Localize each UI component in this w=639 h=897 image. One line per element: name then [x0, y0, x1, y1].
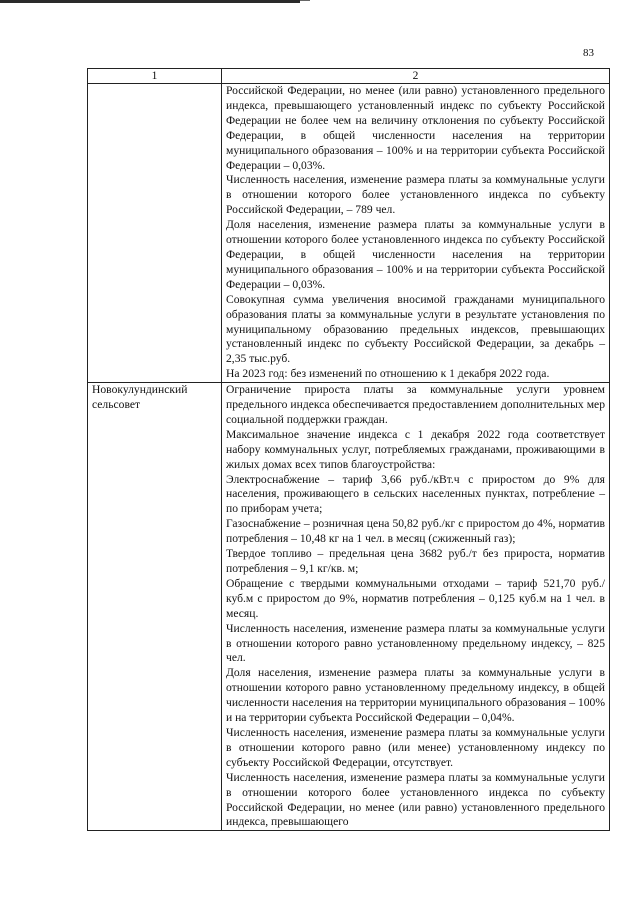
column-header-2: 2: [222, 69, 610, 84]
paragraph: Численность населения, изменение размера платы за коммунальные услуги в отношении которого более установленного индекса по субъекту Российской Федерации, – 789 чел.: [226, 173, 605, 217]
paragraph: Газоснабжение – розничная цена 50,82 руб./кг с приростом до 4%, норматив потребления – 10,48 кг на 1 чел. в месяц (сжиженный газ);: [226, 517, 605, 546]
paragraph: Доля населения, изменение размера платы за коммунальные услуги в отношении которого равно установленному предельному индексу, в общей численности населения на территории муниципального образования – 100% и на территории субъекта Российской Федерации – 0,04%.: [226, 666, 605, 725]
paragraph: Российской Федерации, но менее (или равно) установленного предельного индекса, превышающего установленный индекс по субъекту Российской Федерации не более чем на величину отклонения по субъекту Российской Федерации, в общей численности населения на территории муниципального образования – 100% и на территории субъекта Российской Федерации – 0,03%.: [226, 84, 605, 172]
table-row: [88, 383, 610, 831]
paragraph: Электроснабжение – тариф 3,66 руб./кВт.ч с приростом до 9% для населения, проживающего в сельских населенных пунктах, потребление – по приборам учета;: [226, 472, 605, 516]
municipality-cell: Новокулундинский сельсовет: [88, 383, 222, 831]
column-header-1: 1: [88, 69, 222, 84]
page-number: 83: [583, 47, 594, 59]
document-table: [87, 68, 610, 831]
paragraph: На 2023 год: без изменений по отношению к 1 декабря 2022 года.: [226, 367, 550, 381]
paragraph: Численность населения, изменение размера платы за коммунальные услуги в отношении которого более установленного индекса по субъекту Российской Федерации, но менее (или равно) установленного предельного индекса, превышающего: [226, 770, 605, 829]
paragraph: Твердое топливо – предельная цена 3682 руб./т без прироста, норматив потребления – 9,1 кг/кв. м;: [226, 547, 605, 575]
paragraph: Численность населения, изменение размера платы за коммунальные услуги в отношении которого равно (или менее) установленному индексу по субъекту Российской Федерации, отсутствует.: [226, 725, 605, 769]
table-header-row: [88, 69, 610, 84]
paragraph: Ограничение прироста платы за коммунальные услуги уровнем предельного индекса обеспечивается предоставлением дополнительных мер социальной поддержки граждан.: [226, 383, 605, 426]
paragraph: Обращение с твердыми коммунальными отходами – тариф 521,70 руб./куб.м с приростом до 9%, норматив потребления – 0,125 куб.м на 1 чел. в месяц.: [226, 576, 605, 620]
table-row: [88, 84, 610, 383]
paragraph: Доля населения, изменение размера платы за коммунальные услуги в отношении которого более установленного индекса по субъекту Российской Федерации, в общей численности населения на территории муниципального образования – 100% и на территории субъекта Российской Федерации – 0,03%.: [226, 218, 605, 291]
description-cell: [222, 84, 610, 383]
municipality-cell: [88, 84, 222, 383]
scan-edge-mark: [0, 0, 300, 3]
description-cell: [222, 383, 610, 831]
paragraph: Максимальное значение индекса с 1 декабря 2022 года соответствует набору коммунальных услуг, потребляемых гражданами, проживающими в жилых домах всех типов благоустройства:: [226, 427, 605, 471]
paragraph: Численность населения, изменение размера платы за коммунальные услуги в отношении которого равно установленному предельному индексу, – 825 чел.: [226, 621, 605, 665]
scan-edge-mark-thin: [300, 0, 310, 1]
paragraph: Совокупная сумма увеличения вносимой гражданами муниципального образования платы за коммунальные услуги в результате установления по муниципальному образованию предельных индексов, превышающих установленный индекс по субъекту Российской Федерации, за декабрь – 2,35 тыс.руб.: [226, 292, 605, 366]
